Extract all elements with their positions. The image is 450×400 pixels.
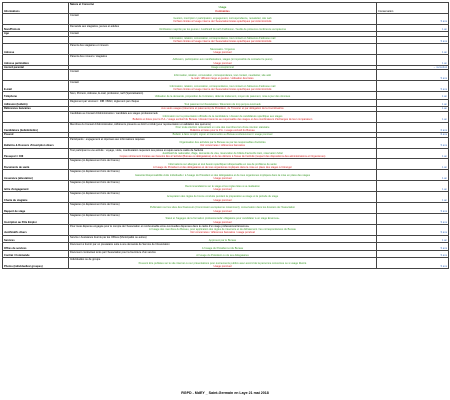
table-row: [3, 81, 449, 92]
row-conservation: 5 ans: [377, 243, 449, 251]
row-details: [69, 224, 377, 235]
row-usage: Justificatif de nationalité, d'âge, demande de visa, réservation de billets d'avion/du train, réservation hôtel: [162, 151, 283, 155]
header-conservation: Conservation: [377, 3, 449, 14]
table-row: [3, 92, 449, 100]
row-conservation: → reconduit: [377, 66, 449, 70]
row-nature: Tout participant à une activité : voyage, visite, manifestation requérant ces pièces si requis sans le cadre de l'activité: [70, 148, 204, 152]
row-conservation: 1 an: [377, 107, 449, 111]
row-label: Bulletins & Dossiers d'inscription divers: [3, 137, 69, 148]
row-nature: Stagiaires (si déplacement hors de France): [70, 203, 120, 207]
row-nature: Nom, Prénom, Adresse, E-mail, profession, tarif (Spécialisation): [70, 92, 144, 96]
row-usage: Pour toute élection nécessitant un vote des membres lors d'une réunion statutaire: [175, 125, 270, 129]
row-usage: Information, relation, convocation, correspondance, tout contact en l'absence d'adresse mail: [169, 36, 276, 40]
row-nature: Demande aux stagiaires, jeunes et adultes: [70, 24, 120, 28]
row-details: [69, 181, 377, 192]
row-details: [69, 235, 377, 243]
table-row: [3, 111, 449, 122]
row-label: [3, 111, 69, 122]
row-contrainte: Fichiers limités à l'usage interne de l'Association/Listes spécifiques par Action/Activité: [173, 39, 272, 43]
row-label: Photos (individuelles/ groupes): [3, 258, 69, 269]
header-informations: Informations: [3, 3, 69, 14]
row-label: lettre d'engagement: [3, 181, 69, 192]
row-label: Téléphone: [3, 92, 69, 100]
row-usage: Gestion, inscription / participation, engagement, correspondance, newsletter, site web: [173, 17, 272, 21]
row-conservation: 1 an: [377, 170, 449, 181]
row-conservation: 6 ans: [377, 133, 449, 137]
row-label: Offres de services: [3, 243, 69, 251]
row-usage: Usage exceptionnel: [211, 66, 234, 70]
row-usage: Adhésion, participation aux manifestations, stages (si impossible de contacter le jeune): [172, 58, 273, 62]
row-label: Accord parental: [3, 66, 69, 70]
row-label: E-mail: [3, 81, 69, 92]
row-details: [69, 36, 377, 44]
row-nature: Participants : engagement et réponses aux informations requises: [70, 137, 145, 141]
row-usage: Information, relation, convocation, correspondance, tout contact en l'absence d'adresse mail: [169, 84, 276, 88]
table-row: [3, 181, 449, 192]
row-conservation: 1 an: [377, 55, 449, 66]
table-row: [3, 99, 449, 107]
row-usage: Information sur la présentation officielle de la candidature / dossier de candidature spécifique aux stages: [162, 114, 283, 118]
row-nature: Contact: [70, 13, 79, 17]
row-conservation: 1 an: [377, 44, 449, 55]
table-row: [3, 224, 449, 235]
row-conservation: 1 an: [377, 92, 449, 100]
row-contrainte: Fichiers limités à l'usage interne de l'Association/Listes spécifiques par Action/Activité: [173, 87, 272, 91]
table-row: [3, 250, 449, 258]
row-conservation: 5 ans: [377, 36, 449, 44]
row-details: [69, 122, 377, 133]
row-contrainte: Usage ponctuel: [213, 265, 232, 269]
row-label: Adresse particulière: [3, 55, 69, 66]
row-details: [69, 192, 377, 203]
row-contrainte: Voir concernées / références bancaires / usage ponctuel: [190, 231, 255, 235]
table-row: [3, 192, 449, 203]
row-label: Adhésion (bulletin): [3, 99, 69, 107]
row-usage: Information, relation, convocation, correspondance, tout contact, newsletter, site web: [173, 73, 272, 77]
row-label: Documents de santé: [3, 159, 69, 170]
row-label: Age: [3, 32, 69, 36]
table-row: [3, 36, 449, 44]
row-nature: Règlement par virement : RIB / IBAN, règlement par chèque: [70, 99, 140, 103]
row-nature: Service / Assistance fournis par les Offices (Municipalité ou autres): [70, 235, 147, 239]
row-usage: A l'usage du Président ou de ses délégataires: [196, 254, 249, 258]
row-label: Adresse: [3, 44, 69, 55]
row-details: [69, 170, 377, 181]
row-conservation: 5 ans: [377, 213, 449, 224]
row-usage: Informations sur allergies et tout besoin spécifique indispensable en cas de problème de santé: [168, 162, 277, 166]
row-details: [69, 92, 377, 100]
row-details: [69, 148, 377, 159]
row-usage: Nécessaire / Urgence: [210, 47, 235, 51]
row-conservation: 6 ans: [377, 122, 449, 133]
table-row: [3, 55, 449, 66]
row-label: [3, 36, 69, 44]
row-details: [69, 250, 377, 258]
row-nature: Stagiaires (si déplacement hors de France): [70, 181, 120, 185]
row-nature: Parents des stagiaires et mineurs: [70, 44, 109, 48]
row-nature: Stagiaires (si déplacement hors de France): [70, 170, 120, 174]
row-nature: Stagiaires (si déplacement hors de France): [70, 159, 120, 163]
table-row: [3, 148, 449, 159]
row-details: [69, 213, 377, 224]
table-row: [3, 70, 449, 81]
row-conservation: 1 an: [377, 99, 449, 107]
row-label: Nom/Prénom: [3, 24, 69, 32]
row-label: Assurance (attestation): [3, 170, 69, 181]
row-details: [69, 258, 377, 269]
row-nature: Parents des mineurs / stagiaires: [70, 55, 108, 59]
table-header-row: [3, 3, 449, 14]
row-contrainte: Bulletins et listes pour le P.A. / usage exclusif du Bureau / dossier transmis au responsable des stages et des coordinateurs d'échanges de leur comparaison: [132, 118, 313, 122]
row-details: [69, 81, 377, 92]
row-details: [69, 70, 377, 81]
header-usage-label: Usage: [218, 6, 227, 10]
row-details: [69, 99, 377, 107]
row-conservation: 1 an: [377, 159, 449, 170]
row-conservation: 5 ans: [377, 70, 449, 81]
row-usage: Acceptation des règles de bonne conduite pendant la préparation au stage et la période du stage: [166, 195, 279, 199]
row-usage: Statut et 'bagages de la formation professionnelle' obligatoire pour candidater à un stage Erasmus+: [165, 217, 280, 221]
row-usage: Approuvé par le Bureau: [208, 239, 237, 242]
row-contrainte: Bulletins et listes pour le P.A. / usage exclusif du Bureau: [190, 129, 255, 133]
table-row: [3, 13, 449, 24]
row-nature: Contact: [70, 81, 79, 85]
table-row: [3, 44, 449, 55]
row-contrainte: Usage ponctuel: [213, 209, 232, 213]
row-conservation: 1 an: [377, 111, 449, 122]
row-conservation: 1 an: [377, 148, 449, 159]
row-details: [69, 203, 377, 214]
row-contrainte: Usage ponctuel: [213, 50, 232, 54]
row-label: Charte du stagiaire: [3, 192, 69, 203]
table-row: [3, 170, 449, 181]
row-label: [3, 13, 69, 24]
row-details: [69, 111, 377, 122]
row-contrainte: Copies strictement limitées aux besoins liés à l'activité (Bureau ou délégataires) et de les détruire à l'issue de l'activité (respect des dispositions des administrations et Organismes): [119, 155, 326, 159]
row-nature: Document à fournir par un prestataire suite à une demande de Service de l'Association: [70, 243, 170, 247]
row-nature: Individuelles ou de groupe: [70, 258, 101, 262]
table-row: [3, 258, 449, 269]
row-details: [69, 55, 377, 66]
row-contrainte: Usage ponctuel: [213, 220, 232, 224]
row-contrainte: Usage ponctuel: [213, 198, 232, 202]
row-contrainte: Usage ponctuel: [213, 187, 232, 191]
row-label: Justificatifs divers: [3, 224, 69, 235]
table-row: [3, 24, 449, 32]
row-label: [3, 70, 69, 81]
row-usage: Peuvent être publiées sur le site internet ou sur présentations pour événements publics avec accord de la personne concernée ou si usage illustré: [138, 261, 307, 265]
row-conservation: 5 ans: [377, 203, 449, 214]
table-row: [3, 213, 449, 224]
row-nature: Membres du Conseil d'Administration, Adhérents présents au AGO et AGE (pour représentation et validation des quorums): [70, 122, 211, 126]
footer-note: RGPD - MdEY _ Saint-Germain en Laye 21 mai 2018: [181, 391, 269, 395]
table-row: [3, 243, 449, 251]
row-contrainte: Fichiers limités à l'usage interne de l'Association/Listes spécifiques par Action/Activité: [173, 20, 272, 24]
table-body: [3, 13, 449, 268]
row-usage: Bulletin à faire remplir, signer et transmettre au Bureau exclusivement / usage ponctuel: [172, 133, 273, 137]
row-usage: A l'usage des membres du Bureau, pour application des règles de trésorerie et de défraiement / les correspondances du Bureau: [149, 228, 296, 232]
row-details: [69, 159, 377, 170]
table-row: [3, 137, 449, 148]
row-usage: Tout paiement à l'Association / Réversion de trop perçus éventuels: [184, 103, 261, 107]
row-usage: Utilisation de la demande, proposition de l'entretien, délai de traitement, moyen de paiement, mise à jour des données: [154, 95, 291, 99]
row-conservation: 1 an: [377, 235, 449, 243]
row-label: Rapport de stage: [3, 203, 69, 214]
row-contrainte: A l'usage du Président et des délégataires et de tous organismes impliqués dans la mise en place des stages à l'étranger: [153, 166, 292, 170]
row-usage: A l'usage du Président et du Bureau: [201, 246, 244, 250]
row-details: [69, 243, 377, 251]
row-conservation: 5 ans: [377, 137, 449, 148]
row-nature: Document contractuel émis par l'Association pour la fourniture d'un service: [70, 250, 156, 254]
row-usage: Organisation des activités par le Bureau ou par les responsables d'activités: [179, 140, 266, 144]
table-row: [3, 235, 449, 243]
row-conservation: 5 ans: [377, 258, 449, 269]
row-label: Candidature (bulletin/lettre): [3, 122, 69, 133]
row-contrainte: Aux seuls usages (trésorerie et paiements) du Président, du Trésorier et par délégation de la Coordinatrice: [161, 107, 284, 111]
row-contrainte: Usage ponctuel: [213, 176, 232, 180]
row-contrainte: Voir concernées / références bancaires: [200, 144, 245, 148]
row-label: Inscription au Pôle Emploi: [3, 213, 69, 224]
row-nature: Stagiaires (si déplacement hors de France): [70, 213, 120, 217]
row-conservation: 1 an: [377, 181, 449, 192]
row-label: Pouvoir: [3, 133, 69, 137]
row-conservation: 5 ans: [377, 250, 449, 258]
header-nature-label: Nature et Concerné: [70, 3, 94, 6]
row-conservation: 5 ans: [377, 13, 449, 24]
row-label: Références bancaires: [3, 107, 69, 111]
row-conservation: 5 ans: [377, 224, 449, 235]
row-usage: Publication sur les sites des financeurs (Commission européenne notamment), conservation dans les dossiers de l'Association: [149, 206, 296, 210]
row-label: Passeport / CNI: [3, 148, 69, 159]
header-contraintes-label: Contraintes: [215, 9, 230, 13]
table-row: [3, 203, 449, 214]
row-contrainte: E-mail / diffusion large et gestion / utilisation des listes: [191, 76, 254, 80]
rgpd-data-table: [2, 2, 449, 269]
row-details: [69, 137, 377, 148]
row-nature: Stagiaires (si déplacement hors de France): [70, 192, 120, 196]
row-usage: Garantie Responsabilité civile individuelle / à l'usage du Président et des délégataires et de tous organismes impliqués dans la mise en place des stages: [134, 173, 311, 177]
table-row: [3, 159, 449, 170]
row-nature: Contact: [70, 32, 79, 36]
table-row: [3, 122, 449, 133]
row-details: [69, 44, 377, 55]
row-conservation: 1 an: [377, 24, 449, 32]
row-label: Contrat / Commande: [3, 250, 69, 258]
row-nature: Candidats au Conseil d'Administration / candidats aux stages professionnels: [70, 111, 158, 115]
row-conservation: 1 an: [377, 192, 449, 203]
row-nature: Contact: [70, 70, 79, 74]
row-contrainte: Usage ponctuel: [213, 61, 232, 65]
row-conservation: 5 ans: [377, 81, 449, 92]
row-usage: Vérification majorité par les jeunes / Justificatif du tarif d'adhésion / feuille de présence conférence européenne: [158, 28, 287, 32]
row-details: [69, 24, 377, 32]
row-label: Services: [3, 235, 69, 243]
row-nature: Pour toute dépense engagée pour le compte de l'Association et remboursable et/ou éventuelles dépenses dans le cadre d'un stage professionnel Erasmus+: [70, 224, 250, 228]
row-details: [69, 13, 377, 24]
row-usage: Recommandations sur le stage et les règles liées à sa réalisation: [185, 184, 260, 188]
header-nature: [69, 3, 377, 14]
